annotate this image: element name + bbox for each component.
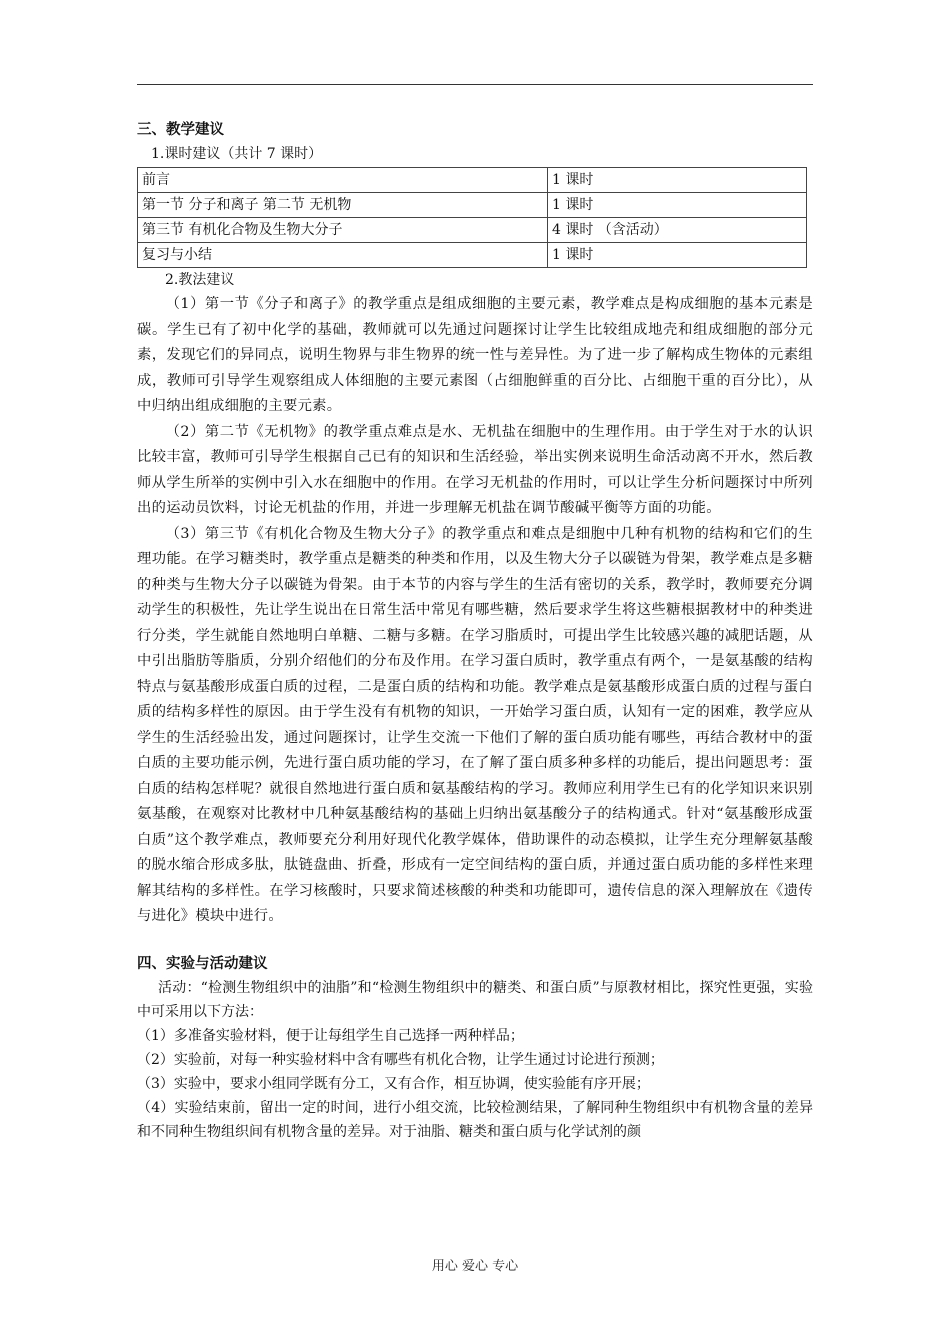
section-heading-teaching-suggestions: 三、教学建议 xyxy=(137,121,224,138)
page-footer: 用心 爱心 专心 xyxy=(431,1259,519,1274)
table-row xyxy=(138,218,807,243)
table-cell-topic: 第一节 分子和离子 第二节 无机物 xyxy=(138,193,548,218)
document-page xyxy=(137,118,813,1144)
table-cell-topic: 第三节 有机化合物及生物大分子 xyxy=(138,218,548,243)
paragraph: 活动：“检测生物组织中的油脂”和“检测生物组织中的糖类、和蛋白质”与原教材相比，探究性更强，实验中可采用以下方法： xyxy=(137,979,813,1020)
schedule-table xyxy=(137,167,807,268)
table-cell-hours: 1 课时 xyxy=(548,243,807,268)
method-subheading: 2.教法建议 xyxy=(165,272,235,288)
table-cell-hours: 1 课时 xyxy=(548,168,807,193)
paragraph: （1）第一节《分子和离子》的教学重点是组成细胞的主要元素，教学难点是构成细胞的基本元素是碳。学生已有了初中化学的基础，教师就可以先通过问题探讨让学生比较组成地壳和组成细胞的部分元素，发现它们的异同点，说明生物界与非生物界的统一性与差异性。为了进一步了解构成生物体的元素组成，教师可引导学生观察组成人体细胞的主要元素图（占细胞鲜重的百分比、占细胞干重的百分比），从中归纳出组成细胞的主要元素。 xyxy=(137,296,813,414)
list-item: （1）多准备实验材料，便于让每组学生自己选择一两种样品； xyxy=(137,1027,524,1044)
section-heading-experiments: 四、实验与活动建议 xyxy=(137,954,268,972)
table-cell-topic: 前言 xyxy=(138,168,548,193)
paragraph: （2）第二节《无机物》的教学重点难点是水、无机盐在细胞中的生理作用。由于学生对于水的认识比较丰富，教师可引导学生根据自己已有的知识和生活经验，举出实例来说明生命活动离不开水，然后教师从学生所举的实例中引入水在细胞中的作用。在学习无机盐的作用时，可以让学生分析问题探讨中所列出的运动员饮料，讨论无机盐的作用，并进一步理解无机盐在调节酸碱平衡等方面的功能。 xyxy=(137,423,813,516)
header-rule xyxy=(137,84,813,85)
paragraph: （3）第三节《有机化合物及生物大分子》的教学重点和难点是细胞中几种有机物的结构和它们的生理功能。在学习糖类时，教学重点是糖类的种类和作用，以及生物大分子以碳链为骨架，教学难点是多糖的种类与生物大分子以碳链为骨架。由于本节的内容与学生的生活有密切的关系，教学时，教师要充分调动学生的积极性，先让学生说出在日常生活中常见有哪些糖，然后要求学生将这些糖根据教材中的种类进行分类，学生就能自然地明白单糖、二糖与多糖。在学习脂质时，可提出学生比较感兴趣的减肥话题，从中引出脂肪等脂质，分别介绍他们的分布及作用。在学习蛋白质时，教学重点有两个，一是氨基酸的结构特点与氨基酸形成蛋白质的过程，二是蛋白质的结构和功能。教学难点是氨基酸形成蛋白质的过程与蛋白质的结构多样性的原因。由于学生没有有机物的知识，一开始学习蛋白质，认知有一定的困难，教学应从学生的生活经验出发，通过问题探讨，让学生交流一下他们了解的蛋白质功能有哪些，再结合教材中的蛋白质的主要功能示例，先进行蛋白质功能的学习，在了解了蛋白质多种多样的功能后，提出问题思考：蛋白质的结构怎样呢？就很自然地进行蛋白质和氨基酸结构的学习。教师应利用学生已有的化学知识来识别氨基酸，在观察对比教材中几种氨基酸结构的基础上归纳出氨基酸分子的结构通式。针对“氨基酸形成蛋白质”这个教学难点，教师要充分利用好现代化教学媒体，借助课件的动态模拟，让学生充分理解氨基酸的脱水缩合形成多肽，肽链盘曲、折叠，形成有一定空间结构的蛋白质，并通过蛋白质功能的多样性来理解其结构的多样性。在学习核酸时，只要求简述核酸的种类和功能即可，遗传信息的深入理解放在《遗传与进化》模块中进行。 xyxy=(137,525,813,924)
table-cell-hours: 1 课时 xyxy=(548,193,807,218)
table-cell-topic: 复习与小结 xyxy=(138,243,548,268)
table-row xyxy=(138,243,807,268)
schedule-subheading: 1.课时建议（共计 7 课时） xyxy=(151,146,323,162)
list-item: （2）实验前，对每一种实验材料中含有哪些有机化合物，让学生通过讨论进行预测； xyxy=(137,1051,664,1068)
table-row xyxy=(138,193,807,218)
table-cell-hours: 4 课时 （含活动） xyxy=(548,218,807,243)
table-row xyxy=(138,168,807,193)
list-item: （4）实验结束前，留出一定的时间，进行小组交流，比较检测结果，了解同种生物组织中有机物含量的差异和不同种生物组织间有机物含量的差异。对于油脂、糖类和蛋白质与化学试剂的颜 xyxy=(137,1099,813,1140)
list-item: （3）实验中，要求小组同学既有分工，又有合作，相互协调，使实验能有序开展； xyxy=(137,1075,650,1092)
